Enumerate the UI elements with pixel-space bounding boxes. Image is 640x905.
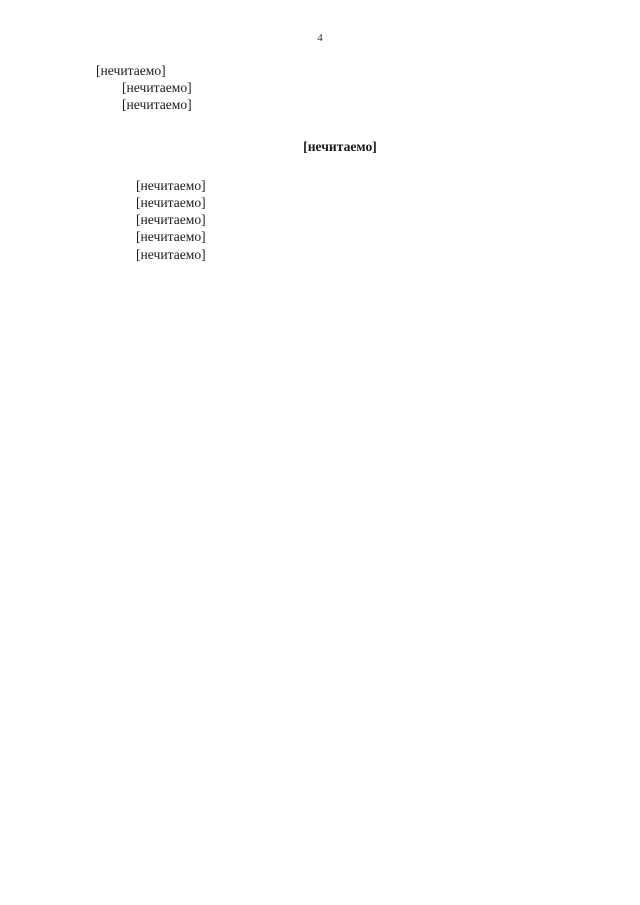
- paragraph-continuation: [нечитаемо]: [96, 63, 166, 78]
- paragraph-2-1-4: [нечитаемо]: [136, 246, 206, 262]
- paragraph-2-1: [нечитаемо]: [136, 177, 206, 193]
- paragraph-2-1-1: [нечитаемо]: [136, 195, 206, 211]
- paragraph-1-4: [нечитаемо]: [122, 97, 192, 113]
- page-number: 4: [317, 32, 323, 44]
- paragraph-2-1-3: [нечитаемо]: [136, 229, 206, 245]
- document-body: [96, 62, 584, 263]
- paragraph-1-3: [нечитаемо]: [122, 80, 192, 96]
- paragraph-2-1-2: [нечитаемо]: [136, 212, 206, 228]
- section-heading: [нечитаемо]: [303, 138, 377, 154]
